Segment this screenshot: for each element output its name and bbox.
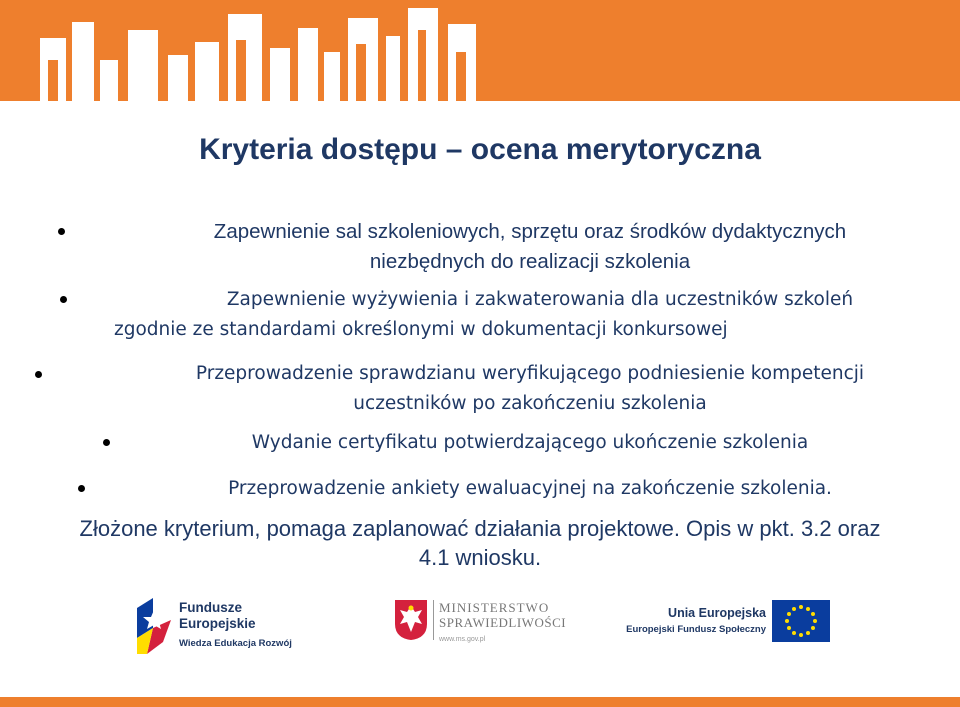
footer-bar — [0, 697, 960, 707]
list-item — [130, 474, 930, 504]
fe-line3: Wiedza Edukacja Rozwój — [179, 638, 292, 649]
summary-line: 4.1 wniosku. — [418, 545, 542, 570]
ue-line2: Europejski Fundusz Społeczny — [626, 624, 766, 635]
bullet-dot — [103, 439, 110, 446]
list-item — [150, 428, 910, 458]
list-item-line: uczestników po zakończeniu szkolenia — [353, 393, 707, 414]
eagle-emblem-icon — [395, 600, 427, 640]
summary-text — [20, 514, 940, 572]
ms-line2: SPRAWIEDLIWOŚCI — [439, 615, 567, 630]
list-item-line: niezbędnych do realizacji szkolenia — [369, 250, 691, 273]
logo-bar — [0, 590, 960, 660]
bullet-dot — [58, 228, 65, 235]
list-item-line: Przeprowadzenie sprawdzianu weryfikującego podniesienie kompetencji — [195, 363, 865, 384]
list-item-line: zgodnie ze standardami określonymi w dokumentacji konkursowej — [114, 319, 728, 340]
header-banner — [0, 0, 960, 101]
summary-line: Złożone kryterium, pomaga zaplanować działania projektowe. Opis w pkt. 3.2 oraz — [79, 516, 881, 541]
list-item — [110, 359, 950, 419]
list-item-line: Zapewnienie sal szkoleniowych, sprzętu oraz środków dydaktycznych — [213, 220, 847, 243]
unia-europejska-logo — [626, 600, 830, 646]
list-item — [60, 285, 930, 345]
ms-url: www.ms.gov.pl — [439, 636, 486, 643]
list-item-line: Wydanie certyfikatu potwierdzającego ukończenie szkolenia — [251, 432, 809, 453]
ue-line1: Unia Europejska — [668, 606, 766, 620]
decorative-blocks — [0, 0, 960, 101]
ms-line1: MINISTERSTWO — [439, 600, 550, 615]
bullet-dot — [78, 485, 85, 492]
list-item — [110, 217, 950, 277]
page-title: Kryteria dostępu – ocena merytoryczna — [199, 133, 761, 166]
list-item-line: Zapewnienie wyżywienia i zakwaterowania dla uczestników szkoleń — [226, 289, 854, 310]
ministerstwo-logo — [395, 598, 567, 650]
eu-flag-icon — [772, 600, 830, 642]
fe-line2: Europejskie — [179, 616, 256, 631]
fe-star-icon — [137, 598, 171, 654]
bullet-dot — [35, 371, 42, 378]
fundusze-europejskie-logo — [137, 598, 297, 656]
list-item-line: Przeprowadzenie ankiety ewaluacyjnej na zakończenie szkolenia. — [228, 478, 832, 499]
fe-line1: Fundusze — [179, 600, 242, 615]
ms-divider — [433, 600, 434, 640]
